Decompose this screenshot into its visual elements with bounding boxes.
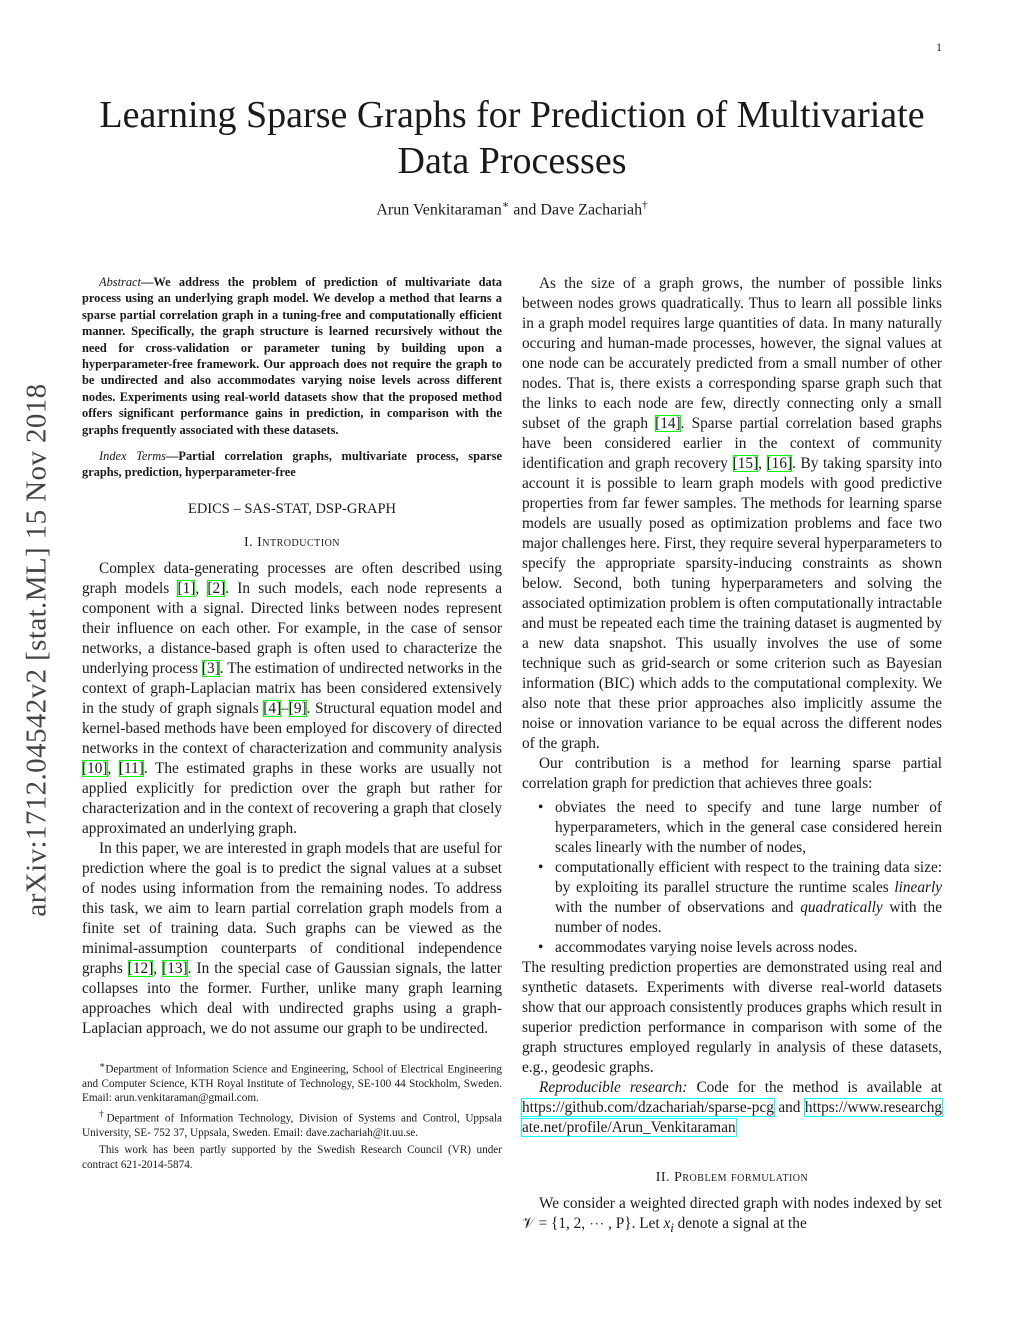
citation-link[interactable]: [1] xyxy=(177,579,196,597)
abstract-label: Abstract xyxy=(99,275,141,289)
contribution-paragraph: Our contribution is a method for learning sparse partial correlation graph for prediction that achieves three goals: xyxy=(522,755,942,792)
text-run: We consider a weighted directed graph with nodes indexed by set xyxy=(539,1195,942,1212)
text-run: with the number of observations and xyxy=(555,899,801,916)
index-terms-label: Index Terms xyxy=(99,449,166,464)
citation-link[interactable]: [11] xyxy=(118,759,144,777)
footnote-mark: ∗ xyxy=(501,199,510,211)
footnote-funding: This work has been partly supported by the Swedish Research Council (VR) under contract 621-2014-5874. xyxy=(82,1144,502,1171)
section-number: II. xyxy=(655,1170,675,1185)
text-run: Complex data-generating processes are often described using graph models xyxy=(82,559,502,597)
text-run: , xyxy=(195,579,208,597)
text-run: and xyxy=(773,1099,805,1116)
text-run: . The estimation of undirected networks in the context of graph-Laplacian matrix has been considered extensively in the study of graph signals xyxy=(82,659,502,717)
footnote-text: Department of Information Science and Engineering, School of Electrical Engineering and Computer Science, KTH Royal Institute of Technology, SE-100 44 Stockholm, Sweden. Email: arun.venkitaraman@gmail.com. xyxy=(82,1063,502,1105)
citation-link[interactable]: [4] xyxy=(263,699,282,717)
intro-paragraph-1 xyxy=(82,559,502,839)
list-item: • accommodates varying noise levels across nodes. xyxy=(555,938,942,958)
text-run: computationally efficient with respect to the training data size: by exploiting its parallel structure the runtime scales xyxy=(555,859,942,896)
citation-link[interactable]: [13] xyxy=(162,959,188,977)
text-run: – xyxy=(281,699,289,717)
right-paragraph-1 xyxy=(522,274,942,754)
section-heading-introduction xyxy=(82,533,502,553)
author-name: Dave Zachariah xyxy=(540,201,643,219)
citation-link[interactable]: [12] xyxy=(127,959,154,977)
arxiv-identifier: arXiv:1712.04542v2 [stat.ML] 15 Nov 2018 xyxy=(20,383,53,917)
text-run: Code for the method is available at xyxy=(687,1079,942,1096)
author-separator: and xyxy=(509,201,541,219)
left-column xyxy=(82,274,502,1175)
abstract xyxy=(82,274,502,438)
footnote-mark: ∗ xyxy=(99,1060,106,1071)
edics-line: EDICS – SAS-STAT, DSP-GRAPH xyxy=(187,500,397,517)
abstract-text: —We address the problem of prediction of multivariate data process using an underlying graph model. We develop a method that learns a sparse partial correlation graph in a tuning-free and computationally efficient manner. Specifically, the graph structure is learned recursively without the need for cross-validation or parameter tuning by building upon a hyperparameter-free framework. Our approach does not require the graph to be undirected and also accommodates varying noise levels across different nodes. Experiments using real-world datasets show that the proposed method offers significant performance gains in prediction, in comparison with the graphs frequently associated with these datasets. xyxy=(82,275,502,437)
footnote-affiliation-1 xyxy=(82,1059,502,1105)
citation-link[interactable]: [9] xyxy=(288,699,307,717)
goals-list xyxy=(522,798,942,958)
math-set: 𝒱 = {1, 2, ⋯ , P} xyxy=(522,1215,632,1232)
text-run: . Sparse partial correlation based graphs have been considered earlier in the context of community identification and graph recovery xyxy=(522,415,942,472)
author-name: Arun Venkitaraman xyxy=(376,201,502,219)
footnote-mark: † xyxy=(99,1110,107,1121)
citation-link[interactable]: [14] xyxy=(655,415,681,432)
text-run: with the number of nodes. xyxy=(555,899,942,936)
researchgate-link[interactable]: https://www.researchgate.net/profile/Arun_Venkitaraman xyxy=(522,1099,942,1136)
math-subscript: i xyxy=(670,1221,674,1236)
page-number: 1 xyxy=(936,40,942,54)
reproducible-label: Reproducible research: xyxy=(539,1079,688,1096)
text-run: , xyxy=(758,455,767,472)
list-item xyxy=(555,858,942,938)
text-run: . In such models, each node represents a component with a signal. Directed links between nodes represent their influence on each other. For example, in the case of sensor networks, a distance-based graph is often used to characterize the underlying process xyxy=(82,579,502,677)
citation-link[interactable]: [3] xyxy=(201,659,220,677)
reproducible-paragraph xyxy=(522,1078,942,1138)
section-heading-problem-formulation xyxy=(522,1168,942,1188)
section-title: Introduction xyxy=(257,534,341,550)
emphasis: linearly xyxy=(894,879,942,896)
text-run: . Let xyxy=(631,1215,664,1232)
text-run: In this paper, we are interested in graph models that are useful for prediction where the goal is to predict the signal values at a subset of nodes using information from the remaining nodes. To address this task, we aim to learn partial correlation graph models from a finite set of training data. Such graphs can be viewed as the minimal-assumption counterparts of conditional independence graphs xyxy=(82,839,502,977)
footnote-mark: † xyxy=(642,199,648,211)
results-paragraph: The resulting prediction properties are demonstrated using real and synthetic datasets. Experiments with diverse real-world datasets show that our approach consistently produces graphs which result in superior prediction performance in comparison with some of the graph structures employed regularly in analysis of these datasets, e.g., geodesic graphs. xyxy=(522,959,942,1076)
section-title: Problem formulation xyxy=(674,1170,809,1185)
emphasis: quadratically xyxy=(800,899,883,916)
problem-paragraph xyxy=(522,1194,942,1238)
text-run: , xyxy=(153,959,163,977)
intro-paragraph-2 xyxy=(82,839,502,1039)
citation-link[interactable]: [15] xyxy=(732,455,759,472)
footnote-text: Department of Information Technology, Division of Systems and Control, Uppsala University, SE- 752 37, Uppsala, Sweden. Email: dave.zachariah@it.uu.se. xyxy=(82,1112,502,1140)
text-run: . In the special case of Gaussian signals, the latter collapses into the former. Further, unlike many graph learning approaches which deal with undirected graphs using a graph-Laplacian approach, we do not assume our graph to be undirected. xyxy=(82,959,503,1037)
text-run: , xyxy=(107,759,119,777)
math-variable: x xyxy=(663,1215,671,1232)
citation-link[interactable]: [2] xyxy=(207,579,226,597)
index-terms xyxy=(82,448,502,481)
github-link[interactable]: https://github.com/dzachariah/sparse-pcg xyxy=(522,1099,774,1116)
footnote-affiliation-2 xyxy=(82,1108,502,1140)
footnotes xyxy=(82,1059,502,1172)
author-line xyxy=(0,198,1024,219)
section-number: I. xyxy=(243,534,258,550)
index-terms-text: —Partial correlation graphs, multivariate process, sparse graphs, prediction, hyperparameter-free xyxy=(82,449,502,480)
paper-title: Learning Sparse Graphs for Prediction of Multivariate Data Processes xyxy=(99,94,925,182)
text-run: As the size of a graph grows, the number of possible links between nodes grows quadratically. Thus to learn all possible links in a graph model requires large quantities of data. In many naturally occuring and human-made processes, however, the signal values at one node can be accurately predicted from a small number of other nodes. That is, there exists a corresponding sparse graph such that the links to each node are few, directly connecting only a small subset of the graph xyxy=(522,275,942,432)
text-run: denote a signal at the xyxy=(673,1215,807,1232)
text-run: . The estimated graphs in these works are usually not applied explicitly for prediction over the graph but rather for characterization and in the context of recovering a graph that closely approximated an underlying graph. xyxy=(82,759,502,837)
text-run: . By taking sparsity into account it is possible to learn graph models with good predictive properties from far fewer samples. The methods for learning sparse models are usually posed as optimization problems and face two major challenges here. First, they require several hyperparameters to specify the appropriate sparsity-inducing constraints as shown below. Second, both tuning hyperparameters and solving the associated optimization problem is often computationally intractable and must be repeated each time the training dataset is augmented by a new data snapshot. This usually involves the use of some technique such as grid-search or some criterion such as Bayesian information (BIC) which adds to the computational complexity. We also note that these prior approaches also implicitly assume the noise or innovation variance to be equal across the different nodes of the graph. xyxy=(522,455,942,752)
text-run: . Structural equation model and kernel-based methods have been employed for discovery of directed networks in the context of characterization and community analysis xyxy=(82,699,503,757)
arxiv-sidebar xyxy=(12,340,62,960)
list-item: • obviates the need to specify and tune large number of hyperparameters, which in the general case considered herein scales linearly with the number of nodes, xyxy=(555,798,942,858)
right-column xyxy=(522,274,942,1238)
citation-link[interactable]: [16] xyxy=(766,455,793,472)
citation-link[interactable]: [10] xyxy=(82,759,108,777)
